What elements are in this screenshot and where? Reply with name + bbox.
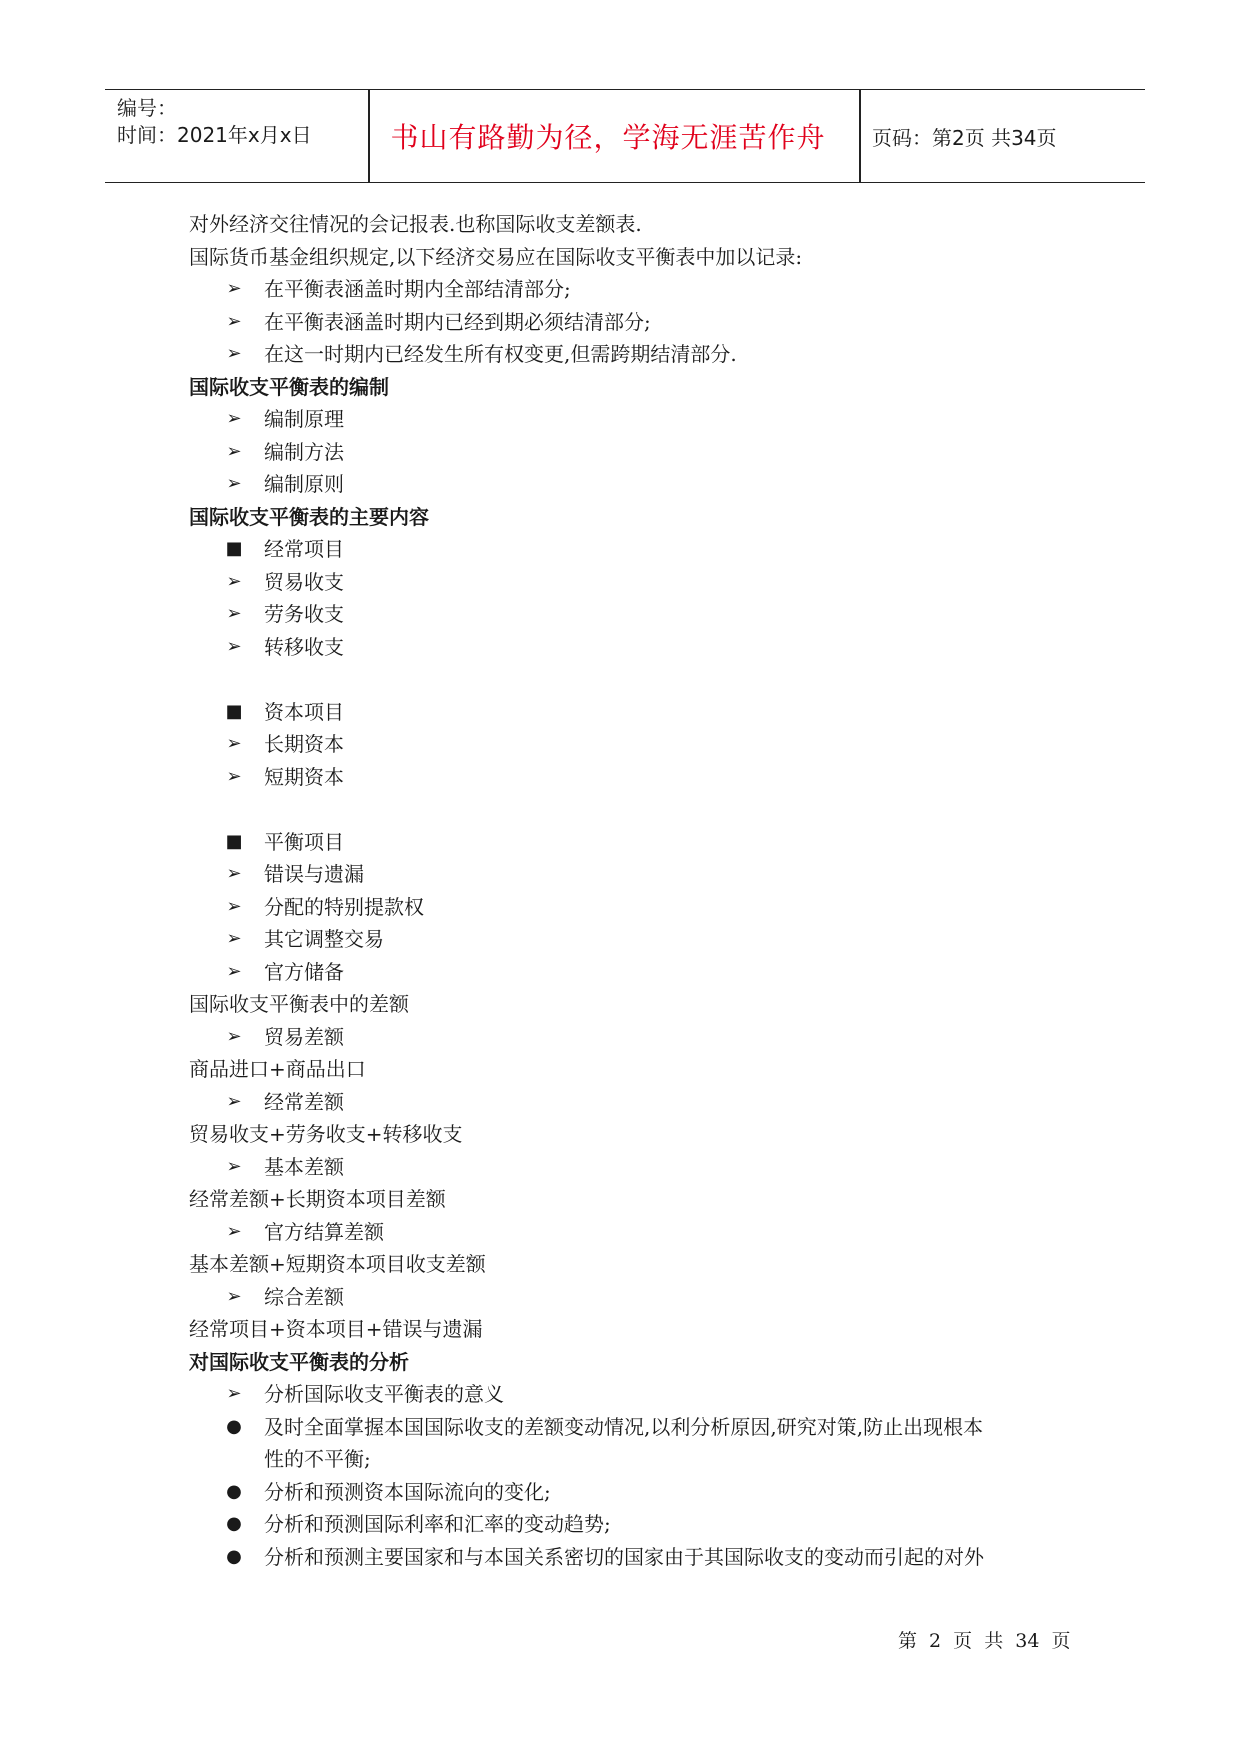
document-time-label: 时间：2021年x月x日 — [117, 123, 312, 147]
list-item: 性的不平衡; — [264, 1447, 371, 1471]
arrow-bullet-icon: ➢ — [226, 1090, 242, 1112]
list-item: 劳务收支 — [264, 602, 344, 626]
list-item: 在这一时期内已经发生所有权变更,但需跨期结清部分. — [264, 342, 737, 366]
arrow-bullet-icon: ➢ — [226, 1025, 242, 1047]
arrow-bullet-icon: ➢ — [226, 343, 242, 364]
square-bullet-icon: ■ — [225, 538, 243, 559]
square-bullet-icon: ■ — [225, 700, 243, 722]
body-text: 国际收支平衡表中的差额 — [189, 992, 409, 1016]
section-heading: 国际收支平衡表的主要内容 — [189, 504, 429, 529]
list-item: 长期资本 — [264, 732, 344, 756]
body-text: 国际货币基金组织规定,以下经济交易应在国际收支平衡表中加以记录: — [189, 244, 803, 269]
list-item: 编制原则 — [264, 472, 344, 496]
arrow-bullet-icon: ➢ — [226, 635, 242, 657]
list-item: 经常项目 — [264, 537, 344, 561]
header-motto: 书山有路勤为径，学海无涯苦作舟 — [390, 121, 826, 154]
list-item: 基本差额 — [264, 1154, 344, 1179]
arrow-bullet-icon: ➢ — [226, 1285, 242, 1307]
list-item: 转移收支 — [264, 634, 344, 659]
list-item: 官方结算差额 — [264, 1219, 384, 1244]
arrow-bullet-icon: ➢ — [226, 928, 242, 949]
arrow-bullet-icon: ➢ — [226, 603, 242, 624]
list-item: 分析和预测资本国际流向的变化; — [264, 1479, 551, 1504]
list-item: 在平衡表涵盖时期内已经到期必须结清部分; — [264, 309, 651, 334]
list-item: 错误与遗漏 — [264, 862, 364, 886]
body-text: 经常项目+资本项目+错误与遗漏 — [189, 1317, 483, 1341]
square-bullet-icon: ■ — [225, 830, 243, 852]
list-item: 分析和预测主要国家和与本国关系密切的国家由于其国际收支的变动而引起的对外 — [264, 1544, 984, 1569]
page-footer: 第 2 页 共 34 页 — [898, 1630, 1071, 1652]
document-number-label: 编号： — [117, 96, 177, 120]
list-item: 分析和预测国际利率和汇率的变动趋势; — [264, 1512, 611, 1536]
dot-bullet-icon: ● — [226, 1513, 242, 1534]
dot-bullet-icon: ● — [226, 1480, 242, 1502]
list-item: 编制原理 — [264, 407, 344, 431]
list-item: 官方储备 — [264, 959, 344, 984]
list-item: 及时全面掌握本国国际收支的差额变动情况,以利分析原因,研究对策,防止出现根本 — [264, 1414, 984, 1439]
arrow-bullet-icon: ➢ — [226, 278, 242, 299]
body-text: 经常差额+长期资本项目差额 — [189, 1187, 446, 1211]
arrow-bullet-icon: ➢ — [226, 570, 242, 592]
arrow-bullet-icon: ➢ — [226, 733, 242, 754]
arrow-bullet-icon: ➢ — [226, 310, 242, 332]
list-item: 贸易收支 — [264, 569, 344, 594]
body-text: 对外经济交往情况的会记报表.也称国际收支差额表. — [189, 212, 642, 236]
list-item: 综合差额 — [264, 1284, 344, 1309]
list-item: 分析国际收支平衡表的意义 — [264, 1382, 504, 1406]
header-page-label: 页码：第2页 共34页 — [872, 125, 1057, 150]
list-item: 其它调整交易 — [264, 927, 384, 951]
dot-bullet-icon: ● — [226, 1415, 242, 1437]
dot-bullet-icon: ● — [226, 1545, 242, 1567]
body-text: 商品进口+商品出口 — [189, 1057, 366, 1081]
arrow-bullet-icon: ➢ — [226, 895, 242, 917]
list-item: 贸易差额 — [264, 1024, 344, 1049]
arrow-bullet-icon: ➢ — [226, 1155, 242, 1177]
list-item: 分配的特别提款权 — [264, 894, 424, 919]
arrow-bullet-icon: ➢ — [226, 765, 242, 787]
section-heading: 国际收支平衡表的编制 — [189, 374, 389, 399]
list-item: 经常差额 — [264, 1089, 344, 1114]
section-heading: 对国际收支平衡表的分析 — [189, 1349, 409, 1374]
body-text: 基本差额+短期资本项目收支差额 — [189, 1252, 486, 1276]
arrow-bullet-icon: ➢ — [226, 473, 242, 494]
arrow-bullet-icon: ➢ — [226, 1220, 242, 1242]
list-item: 在平衡表涵盖时期内全部结清部分; — [264, 277, 571, 301]
list-item: 平衡项目 — [264, 829, 344, 854]
body-text: 贸易收支+劳务收支+转移收支 — [189, 1122, 463, 1146]
list-item: 短期资本 — [264, 764, 344, 789]
arrow-bullet-icon: ➢ — [226, 440, 242, 462]
arrow-bullet-icon: ➢ — [226, 1383, 242, 1404]
arrow-bullet-icon: ➢ — [226, 960, 242, 982]
list-item: 资本项目 — [264, 699, 344, 724]
arrow-bullet-icon: ➢ — [226, 863, 242, 884]
arrow-bullet-icon: ➢ — [226, 408, 242, 429]
list-item: 编制方法 — [264, 439, 344, 464]
